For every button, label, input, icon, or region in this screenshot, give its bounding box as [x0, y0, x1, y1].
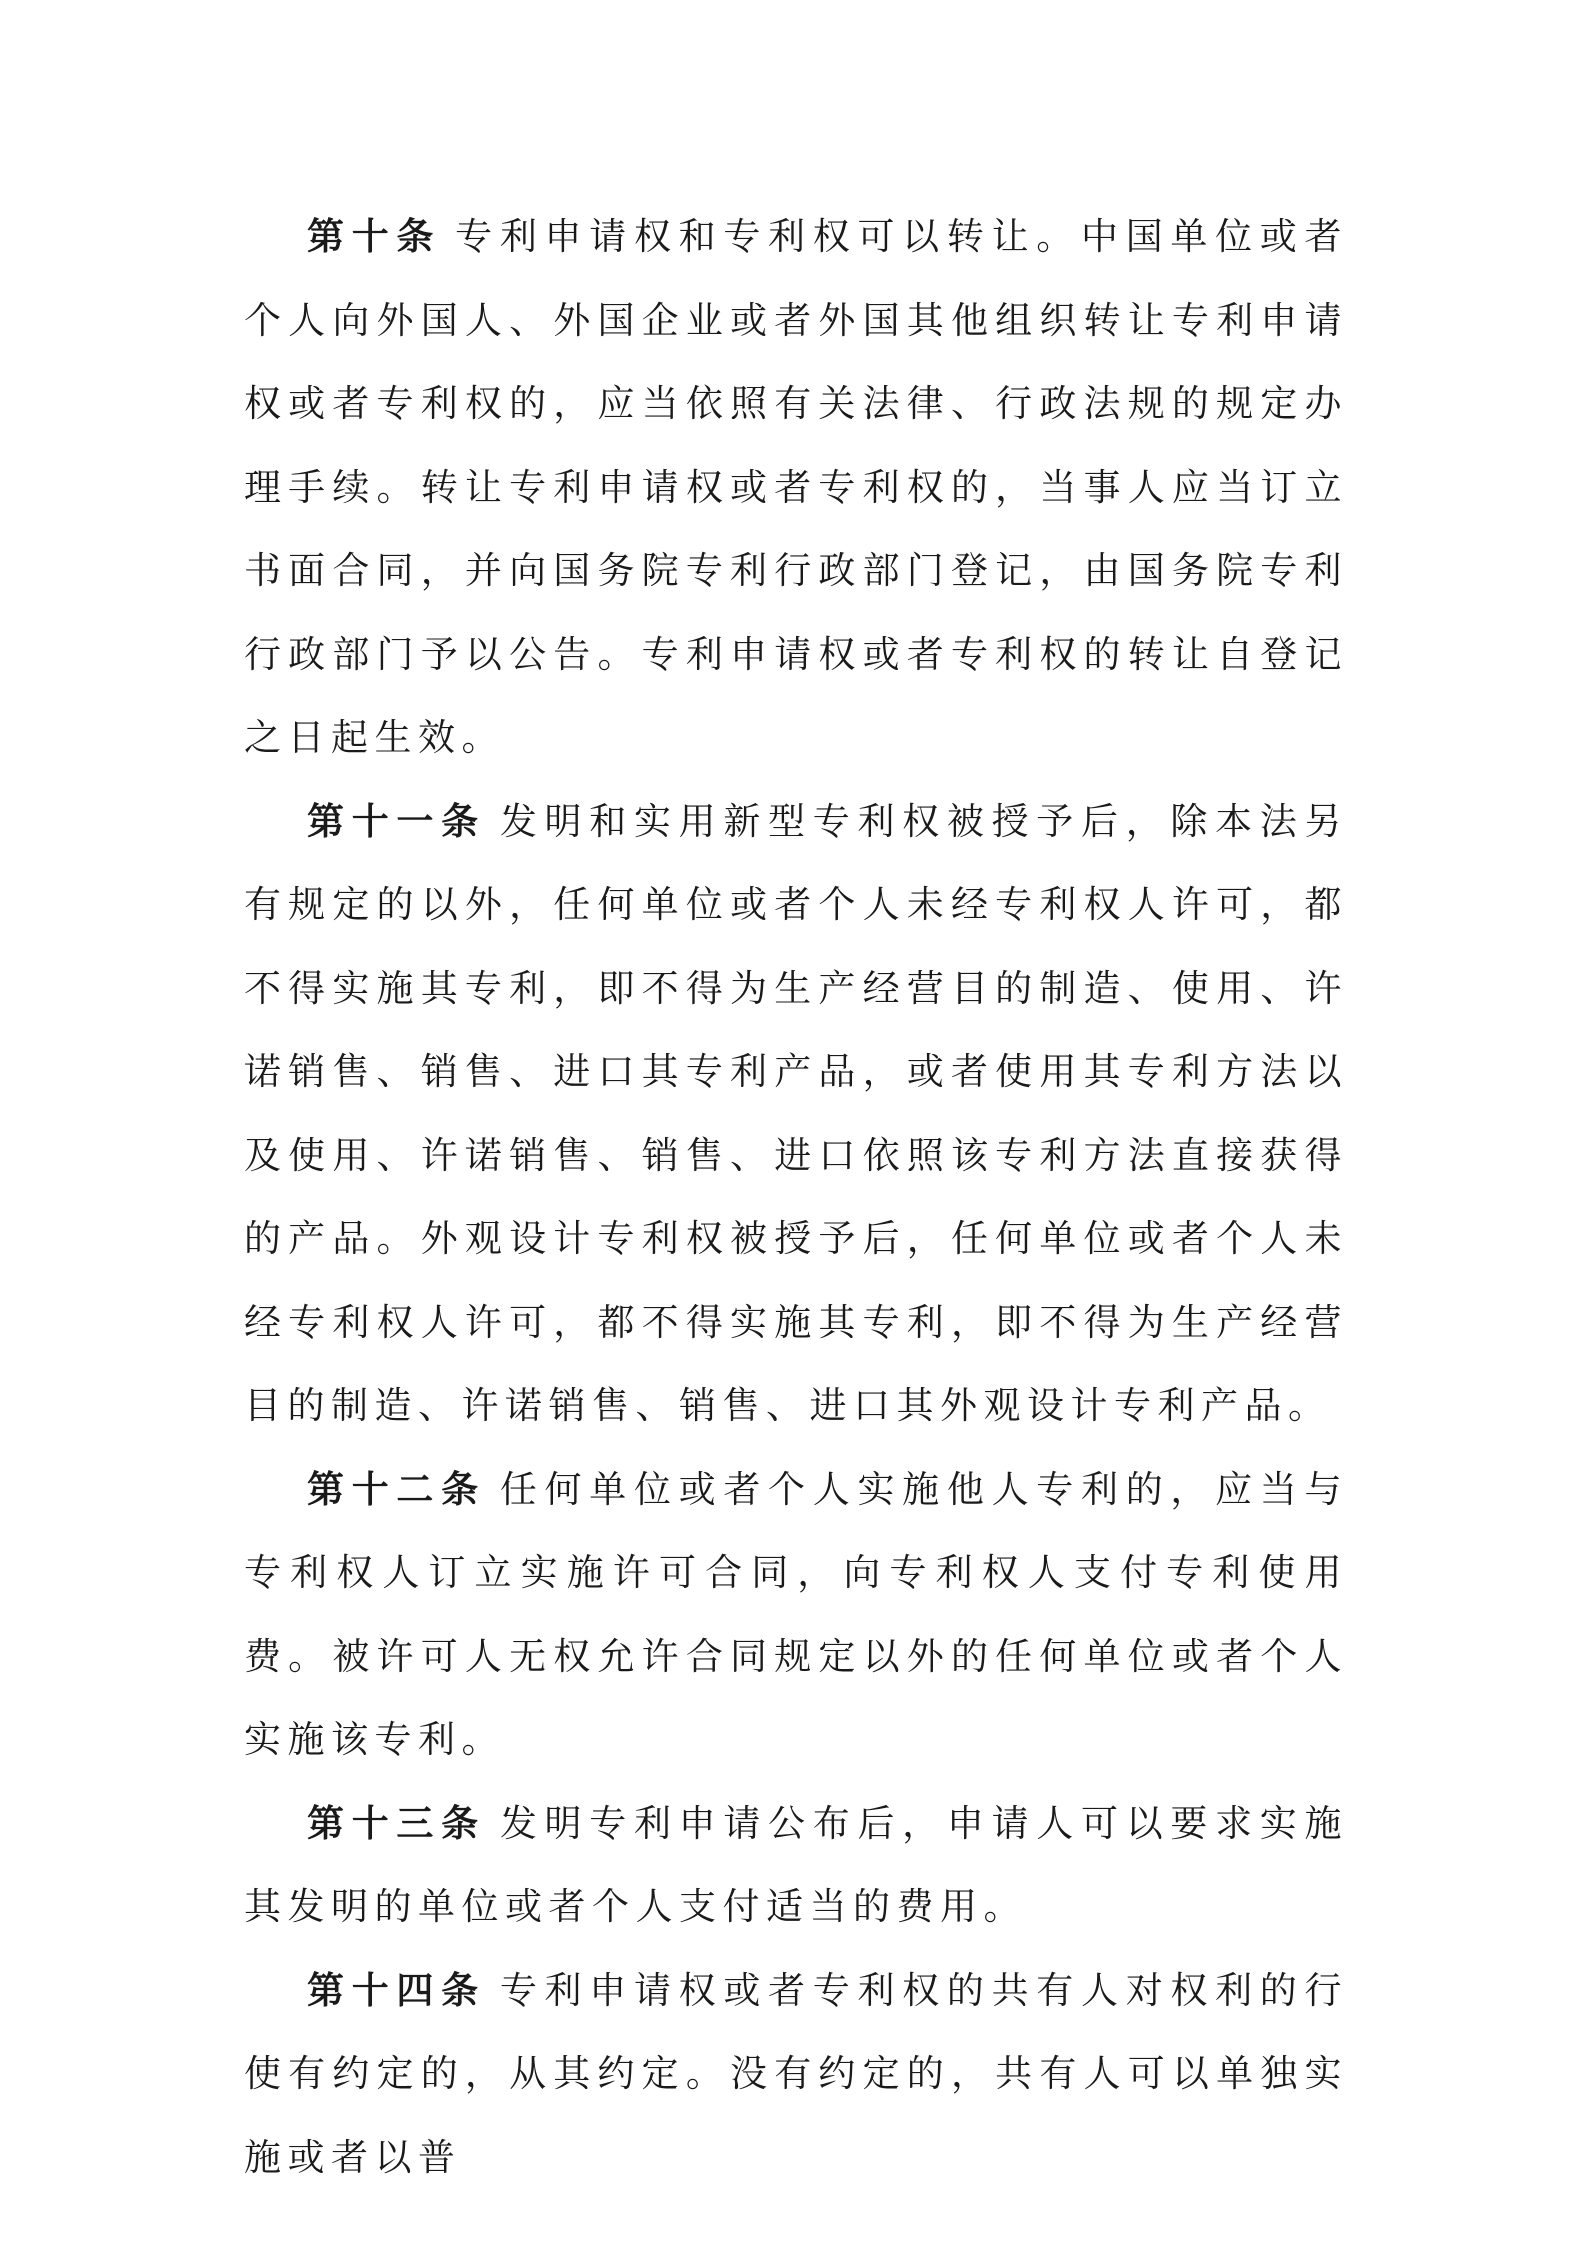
article-12 — [244, 1448, 1348, 1782]
article-10 — [244, 195, 1348, 780]
article-14 — [244, 1949, 1348, 2200]
article-number: 第十三条 — [307, 1801, 486, 1845]
article-text: 发明和实用新型专利权被授予后，除本法另有规定的以外，任何单位或者个人未经专利权人许可，都不得实施其专利，即不得为生产经营目的制造、使用、许诺销售、销售、进口其专利产品，或者使用其专利方法以及使用、许诺销售、销售、进口依照该专利方法直接获得的产品。外观设计专利权被授予后，任何单位或者个人未经专利权人许可，都不得实施其专利，即不得为生产经营目的制造、许诺销售、销售、进口其外观设计专利产品。 — [244, 799, 1349, 1427]
article-text: 专利申请权和专利权可以转让。中国单位或者个人向外国人、外国企业或者外国其他组织转让专利申请权或者专利权的，应当依照有关法律、行政法规的规定办理手续。转让专利申请权或者专利权的，当事人应当订立书面合同，并向国务院专利行政部门登记，由国务院专利行政部门予以公告。专利申请权或者专利权的转让自登记之日起生效。 — [244, 215, 1349, 759]
article-number: 第十条 — [307, 215, 442, 258]
article-number: 第十四条 — [307, 1968, 486, 2012]
article-11 — [244, 780, 1348, 1448]
article-text: 发明专利申请公布后，申请人可以要求实施其发明的单位或者个人支付适当的费用。 — [244, 1801, 1349, 1928]
article-13 — [244, 1782, 1348, 1949]
document-page — [244, 195, 1348, 2199]
article-number: 第十二条 — [307, 1467, 486, 1511]
article-number: 第十一条 — [307, 799, 486, 843]
article-text: 任何单位或者个人实施他人专利的，应当与专利权人订立实施许可合同，向专利权人支付专利使用费。被许可人无权允许合同规定以外的任何单位或者个人实施该专利。 — [244, 1467, 1349, 1761]
article-text: 专利申请权或者专利权的共有人对权利的行使有约定的，从其约定。没有约定的，共有人可以单独实施或者以普 — [244, 1968, 1349, 2179]
